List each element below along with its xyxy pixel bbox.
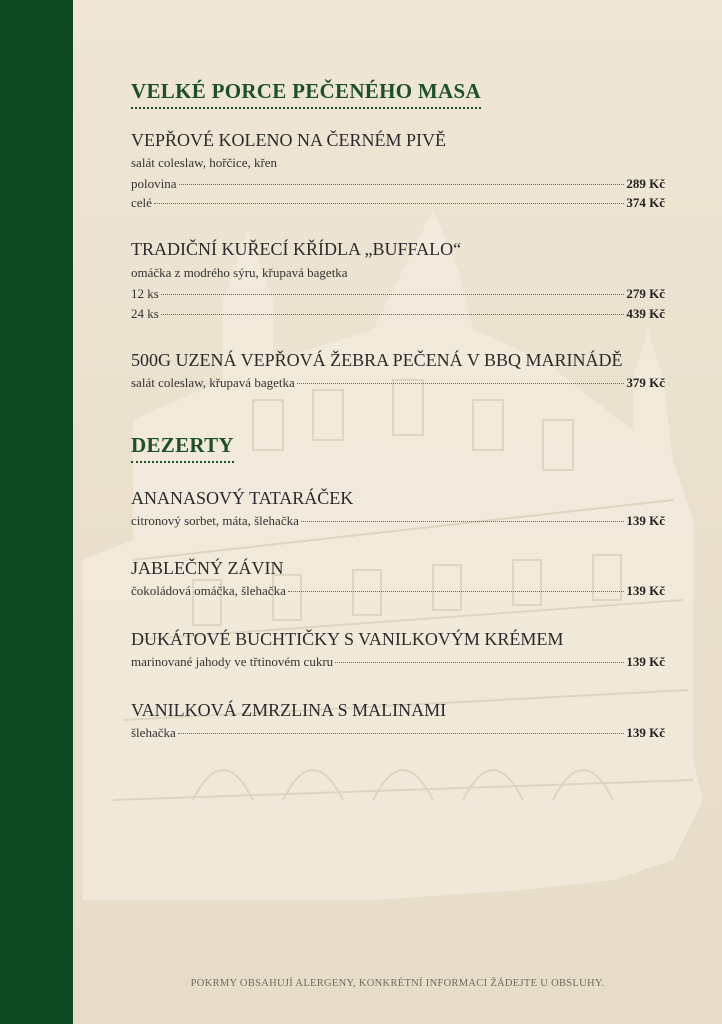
price-label: salát coleslaw, křupavá bagetka	[131, 375, 295, 390]
price-label: šlehačka	[131, 725, 176, 740]
dot-leader	[297, 383, 625, 384]
price-label: čokoládová omáčka, šlehačka	[131, 583, 286, 598]
price-value: 279 Kč	[626, 286, 665, 301]
price-label: marinované jahody ve třtinovém cukru	[131, 654, 334, 669]
allergen-footer: POKRMY OBSAHUJÍ ALERGENY, KONKRÉTNÍ INFORMACI ŽÁDEJTE U OBSLUHY.	[190, 978, 605, 989]
price-value: 289 Kč	[626, 176, 665, 191]
dot-leader	[179, 184, 625, 185]
dot-leader	[178, 733, 625, 734]
price-label: celé	[131, 195, 152, 210]
dot-leader	[161, 294, 625, 295]
dot-leader	[335, 662, 624, 663]
price-line	[131, 286, 665, 302]
item-name-ribs: 500G UZENÁ VEPŘOVÁ ŽEBRA PEČENÁ V BBQ MARINÁDĚ	[131, 350, 623, 370]
price-label: polovina	[131, 176, 177, 191]
item-name-pork-knuckle: VEPŘOVÉ KOLENO NA ČERNÉM PIVĚ	[131, 130, 446, 150]
price-label: 12 ks	[131, 286, 159, 301]
price-value: 374 Kč	[626, 195, 665, 210]
item-desc-buffalo-wings: omáčka z modrého sýru, křupavá bagetka	[131, 265, 348, 280]
price-label: 24 ks	[131, 306, 159, 321]
price-value: 379 Kč	[626, 375, 665, 390]
green-sidebar	[0, 0, 73, 1024]
price-line	[131, 725, 665, 741]
dot-leader	[161, 314, 625, 315]
item-name-vanilla-ice-cream: VANILKOVÁ ZMRZLINA S MALINAMI	[131, 700, 447, 720]
price-value: 139 Kč	[626, 654, 665, 669]
price-value: 139 Kč	[626, 513, 665, 528]
item-name-pineapple-tartare: ANANASOVÝ TATARÁČEK	[131, 488, 354, 508]
price-line	[131, 306, 665, 322]
price-value: 139 Kč	[626, 725, 665, 740]
price-line	[131, 583, 665, 599]
item-name-buffalo-wings: TRADIČNÍ KUŘECÍ KŘÍDLA „BUFFALO“	[131, 239, 462, 259]
dot-leader	[154, 203, 624, 204]
price-line	[131, 176, 665, 192]
building-watermark	[73, 0, 722, 1024]
dot-leader	[288, 591, 625, 592]
item-desc-pork-knuckle: salát coleslaw, hořčice, křen	[131, 155, 278, 170]
section-title-meat: VELKÉ PORCE PEČENÉHO MASA	[131, 78, 481, 109]
paper-background	[73, 0, 722, 1024]
price-label: citronový sorbet, máta, šlehačka	[131, 513, 299, 528]
price-line	[131, 513, 665, 529]
item-name-apple-strudel: JABLEČNÝ ZÁVIN	[131, 558, 284, 578]
price-line	[131, 375, 665, 391]
price-value: 139 Kč	[626, 583, 665, 598]
item-name-ducat-buns: DUKÁTOVÉ BUCHTIČKY S VANILKOVÝM KRÉMEM	[131, 629, 564, 649]
price-line	[131, 654, 665, 670]
dot-leader	[301, 521, 625, 522]
price-line	[131, 195, 665, 211]
section-title-desserts: DEZERTY	[131, 432, 234, 463]
price-value: 439 Kč	[626, 306, 665, 321]
